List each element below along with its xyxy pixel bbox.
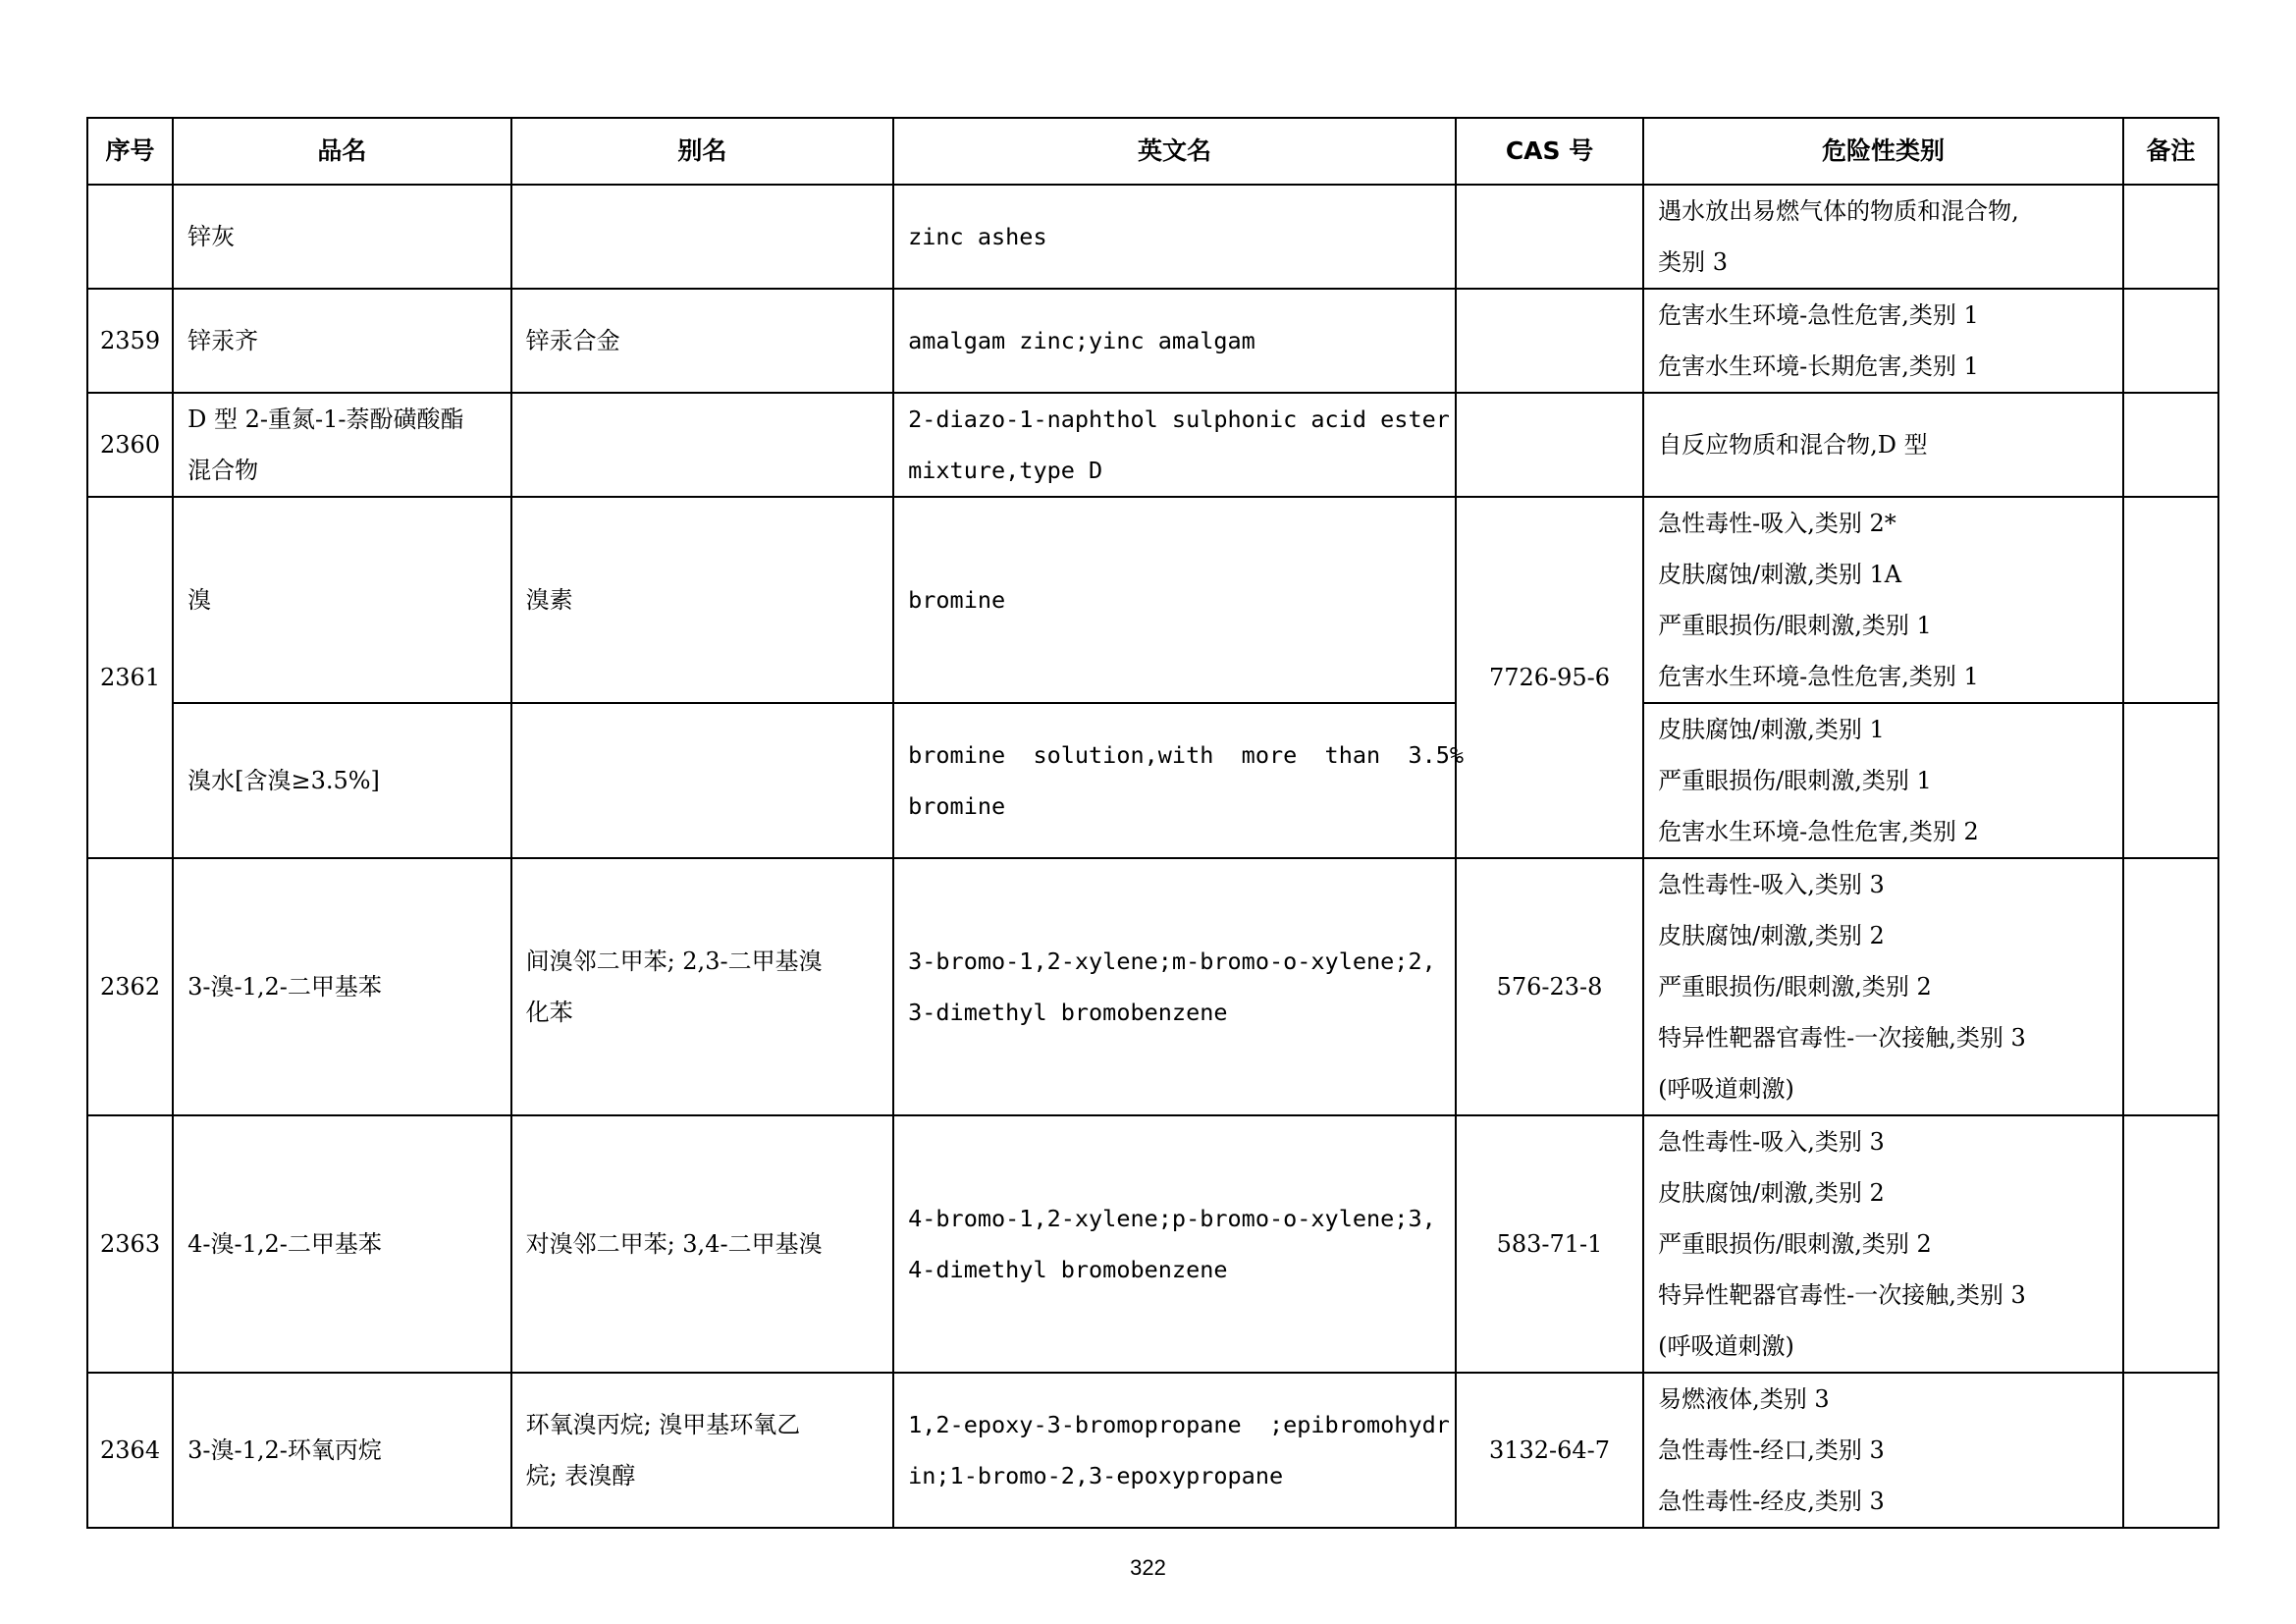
cas-cell: 583-71-1 [1456, 1115, 1643, 1373]
seq-cell: 2364 [87, 1373, 173, 1528]
english-cell [893, 185, 1456, 289]
hazard-line: 严重眼损伤/眼刺激,类别 1 [1658, 767, 1932, 794]
english-line: bromine [908, 792, 1006, 820]
hazard-line: 急性毒性-吸入,类别 2* [1658, 510, 1896, 537]
english-line: zinc ashes [908, 223, 1047, 250]
hazard-cell [1643, 1373, 2123, 1528]
hazard-line: 易燃液体,类别 3 [1658, 1385, 1830, 1413]
seq-cell: 2360 [87, 393, 173, 497]
english-line: 1,2-epoxy-3-bromopropane ;epibromohydr [908, 1411, 1450, 1438]
english-line: 3-dimethyl bromobenzene [908, 999, 1228, 1026]
english-cell [893, 1373, 1456, 1528]
header-remarks: 备注 [2123, 118, 2218, 185]
name-cell: 溴水[含溴≥3.5%] [173, 703, 510, 858]
header-seq: 序号 [87, 118, 173, 185]
name-line: 混合物 [187, 457, 259, 484]
hazard-line: 急性毒性-吸入,类别 3 [1658, 1128, 1885, 1156]
header-alias: 别名 [511, 118, 894, 185]
table-row [87, 185, 2218, 289]
english-line: bromine solution,with more than 3.5% [908, 741, 1465, 769]
hazard-cell [1643, 393, 2123, 497]
hazard-line: 严重眼损伤/眼刺激,类别 2 [1658, 973, 1932, 1001]
remarks-cell [2123, 858, 2218, 1115]
hazard-line: 皮肤腐蚀/刺激,类别 1A [1658, 561, 1902, 588]
cas-cell: 576-23-8 [1456, 858, 1643, 1115]
name-cell: 锌汞齐 [173, 289, 510, 393]
chemical-catalog-table [86, 117, 2219, 1529]
remarks-cell [2123, 185, 2218, 289]
alias-cell [511, 858, 894, 1115]
table-row [87, 858, 2218, 1115]
alias-cell [511, 1373, 894, 1528]
hazard-line: 类别 3 [1658, 248, 1729, 276]
english-line: mixture,type D [908, 457, 1103, 484]
page-number: 322 [1130, 1555, 1166, 1580]
header-cas: CAS 号 [1456, 118, 1643, 185]
hazard-line: 危害水生环境-急性危害,类别 2 [1658, 818, 1979, 845]
english-cell [893, 703, 1465, 858]
header-row [87, 118, 2218, 185]
hazard-line: 遇水放出易燃气体的物质和混合物, [1658, 197, 2019, 225]
english-line: amalgam zinc;yinc amalgam [908, 327, 1255, 354]
name-cell [173, 393, 510, 497]
alias-cell [511, 185, 894, 289]
english-line: 2-diazo-1-naphthol sulphonic acid ester [908, 406, 1450, 433]
hazard-line: 急性毒性-经口,类别 3 [1658, 1436, 1885, 1464]
hazard-line: (呼吸道刺激) [1658, 1332, 1794, 1360]
name-cell: 4-溴-1,2-二甲基苯 [173, 1115, 510, 1373]
table-row [87, 1115, 2218, 1373]
alias-cell: 溴素 [511, 497, 894, 703]
cas-cell [1456, 185, 1643, 289]
cas-cell: 3132-64-7 [1456, 1373, 1643, 1528]
table-row [87, 289, 2218, 393]
hazard-line: 危害水生环境-急性危害,类别 1 [1658, 301, 1979, 329]
hazard-cell [1643, 858, 2123, 1115]
english-line: bromine [908, 586, 1006, 614]
alias-line: 对溴邻二甲苯; 3,4-二甲基溴 [525, 1230, 823, 1258]
remarks-cell [2123, 703, 2218, 858]
seq-cell: 2362 [87, 858, 173, 1115]
cas-cell [1456, 289, 1643, 393]
table-row [87, 703, 2218, 858]
hazard-line: 严重眼损伤/眼刺激,类别 2 [1658, 1230, 1932, 1258]
english-line: in;1-bromo-2,3-epoxypropane [908, 1462, 1284, 1489]
english-cell [893, 1115, 1456, 1373]
english-cell [893, 393, 1456, 497]
alias-line: 烷; 表溴醇 [525, 1462, 636, 1489]
cas-cell [1456, 393, 1643, 497]
hazard-line: 皮肤腐蚀/刺激,类别 2 [1658, 1179, 1885, 1207]
alias-line: 间溴邻二甲苯; 2,3-二甲基溴 [525, 947, 823, 975]
table-row [87, 393, 2218, 497]
remarks-cell [2123, 497, 2218, 703]
header-hazard: 危险性类别 [1643, 118, 2123, 185]
english-cell [893, 497, 1456, 703]
alias-line: 环氧溴丙烷; 溴甲基环氧乙 [525, 1411, 801, 1438]
hazard-line: 危害水生环境-长期危害,类别 1 [1658, 352, 1979, 380]
english-line: 4-bromo-1,2-xylene;p-bromo-o-xylene;3, [908, 1205, 1436, 1232]
seq-cell: 2363 [87, 1115, 173, 1373]
alias-cell: 锌汞合金 [511, 289, 894, 393]
hazard-line: 皮肤腐蚀/刺激,类别 2 [1658, 922, 1885, 949]
alias-cell [511, 393, 894, 497]
hazard-line: 皮肤腐蚀/刺激,类别 1 [1658, 716, 1885, 743]
seq-cell [87, 185, 173, 289]
remarks-cell [2123, 1115, 2218, 1373]
remarks-cell [2123, 1373, 2218, 1528]
hazard-line: 急性毒性-吸入,类别 3 [1658, 871, 1885, 898]
seq-cell: 2359 [87, 289, 173, 393]
table-row [87, 497, 2218, 703]
table-row [87, 1373, 2218, 1528]
hazard-line: 特异性靶器官毒性-一次接触,类别 3 [1658, 1281, 2026, 1309]
header-name: 品名 [173, 118, 510, 185]
cas-cell: 7726-95-6 [1456, 497, 1643, 858]
remarks-cell [2123, 393, 2218, 497]
name-cell: 溴 [173, 497, 510, 703]
hazard-line: 严重眼损伤/眼刺激,类别 1 [1658, 612, 1932, 639]
seq-cell: 2361 [87, 497, 173, 858]
header-english: 英文名 [893, 118, 1456, 185]
alias-cell [511, 703, 894, 858]
name-cell: 3-溴-1,2-二甲基苯 [173, 858, 510, 1115]
hazard-cell [1643, 703, 2123, 858]
hazard-cell [1643, 185, 2123, 289]
hazard-line: 急性毒性-经皮,类别 3 [1658, 1488, 1885, 1515]
remarks-cell [2123, 289, 2218, 393]
english-cell [893, 858, 1456, 1115]
hazard-line: 危害水生环境-急性危害,类别 1 [1658, 663, 1979, 690]
english-line: 4-dimethyl bromobenzene [908, 1256, 1228, 1283]
alias-cell [511, 1115, 894, 1373]
name-cell: 锌灰 [173, 185, 510, 289]
hazard-cell [1643, 289, 2123, 393]
english-cell [893, 289, 1456, 393]
hazard-cell [1643, 497, 2123, 703]
name-line: D 型 2-重氮-1-萘酚磺酸酯 [187, 406, 464, 433]
hazard-cell [1643, 1115, 2123, 1373]
alias-line: 化苯 [525, 999, 573, 1026]
english-line: 3-bromo-1,2-xylene;m-bromo-o-xylene;2, [908, 947, 1436, 975]
hazard-line: (呼吸道刺激) [1658, 1075, 1794, 1103]
hazard-line: 特异性靶器官毒性-一次接触,类别 3 [1658, 1024, 2026, 1052]
hazard-line: 自反应物质和混合物,D 型 [1658, 431, 1928, 459]
name-cell: 3-溴-1,2-环氧丙烷 [173, 1373, 510, 1528]
